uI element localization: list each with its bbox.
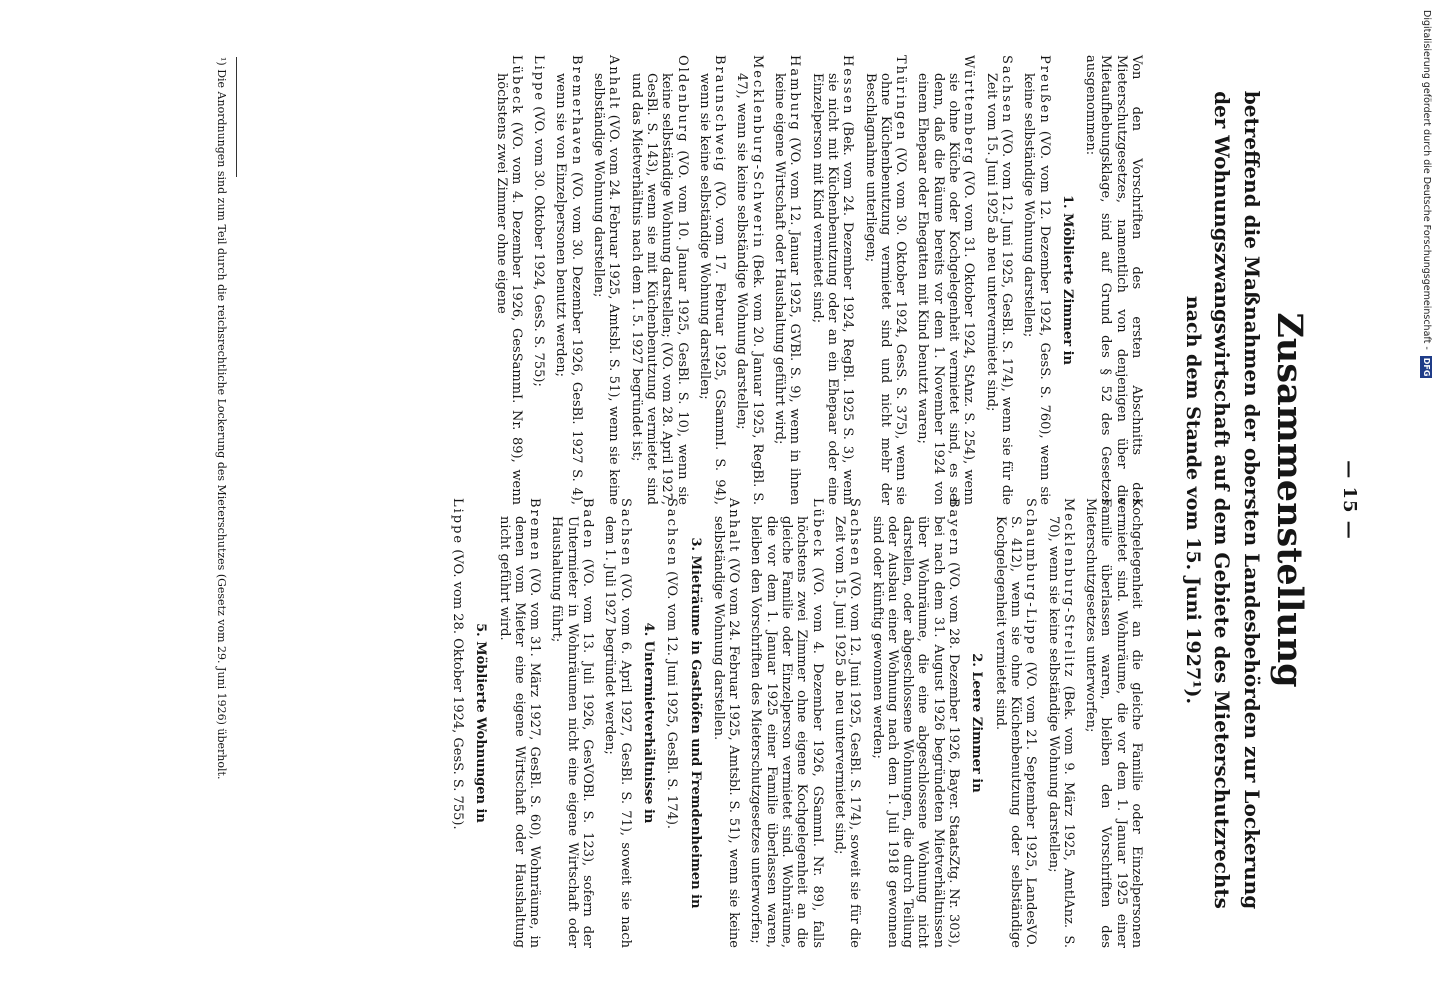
entry bbox=[832, 498, 863, 948]
subtitle-line-2: der Wohnungszwangswirtschaft auf dem Gebiete des Mieterschutzrechts bbox=[1210, 91, 1234, 909]
entry-state: Bayern bbox=[946, 498, 962, 557]
entry-text: (VO. vom 31. März 1927, GesBl. S. 60), Wohnräume, in denen vom Mieter eine eigene Wirtschaft oder Haushaltung nicht geführt wird. bbox=[496, 516, 543, 948]
entry bbox=[591, 55, 622, 505]
right-entries bbox=[992, 498, 1075, 948]
entry bbox=[748, 498, 824, 948]
entry bbox=[862, 55, 908, 505]
page-number: — 15 — bbox=[1339, 460, 1360, 540]
entry bbox=[992, 498, 1038, 948]
entry bbox=[628, 55, 689, 505]
entry-text: (VO. vom 30. Dezember 1926, GesBl. 1927 S. 4), wenn sie von Einzelpersonen benutzt werden; bbox=[553, 73, 584, 505]
entry-state: Sachsen bbox=[998, 55, 1014, 125]
entry-text: (VO. vom 12. Dezember 1924, GesS. S. 760), wenn sie keine selbständige Wohnung darstellen; bbox=[1021, 73, 1052, 505]
entry-text: (VO. vom 10. Januar 1925, GesBl. S. 10), wenn sie keine selbständige Wohnung darstellen; (VO. vom 28. April 1927, GesBl. S. 143), wenn sie mit Küchenbenutzung vermietet sind und das Mietverhältnis nach dem 1. 5. 1927 begründet ist; bbox=[628, 73, 690, 505]
subtitle-line-1: betreffend die Maßnahmen der obersten Landesbehörden zur Lockerung bbox=[1240, 90, 1264, 910]
entry-text: (VO. vom 30. Oktober 1924, GesS. S. 755); bbox=[531, 102, 547, 387]
section-4-entries bbox=[496, 498, 632, 948]
entry-state: Lippe bbox=[450, 498, 466, 546]
entry-state: Hessen bbox=[840, 55, 856, 116]
credit-text: Digitalisierung gefördert durch die Deutsche Forschungsgemeinschaft - bbox=[1421, 10, 1432, 350]
entry bbox=[772, 55, 803, 505]
entry-state: Braunschweig bbox=[712, 55, 728, 173]
entry-state: Thüringen bbox=[893, 55, 909, 142]
entry-text: (VO. vom 12. Januar 1925, GVBl. S. 9), wenn in ihnen keine eigene Wirtschaft oder Haushaltung geführt wird; bbox=[772, 73, 803, 505]
entry bbox=[1045, 498, 1076, 948]
entry-state: Bremerhaven bbox=[568, 55, 584, 167]
entry-state: Sachsen bbox=[664, 498, 680, 568]
entry bbox=[915, 55, 976, 505]
entry bbox=[531, 55, 546, 505]
intro-paragraph: Von den Vorschriften des ersten Abschnitts des Mieterschutzgesetzes, namentlich von denjenigen über die Mietaufhebungsklage, sind auf Grund des § 52 des Gesetzes ausgenommen: bbox=[1083, 55, 1144, 505]
entry bbox=[496, 498, 542, 948]
digitization-credit bbox=[1416, 10, 1434, 990]
entry-text: (VO. vom 12. Juni 1925, GesBl. S. 174), wenn sie für die Zeit vom 15. Juni 1925 ab neu untervermietet sind; bbox=[983, 73, 1014, 505]
entry-text: (VO. vom 6. April 1927, GesBl. S. 71), soweit sie nach dem 1. Juli 1927 begründet werden; bbox=[602, 516, 633, 948]
entry bbox=[553, 55, 584, 505]
entry-state: Württemberg bbox=[961, 55, 977, 166]
entry-state: Baden bbox=[580, 498, 596, 550]
section-heading-3: 3. Mieträume in Gasthöfen und Fremdenheimen in bbox=[687, 537, 703, 909]
entry-state: Mecklenburg-Strelitz bbox=[1060, 498, 1076, 679]
entry-text: (VO. vom 31. Oktober 1924, StAnz. S. 254), wenn sie ohne Küche oder Kochgelegenheit vermietet sind, es sei denn, daß die Räume bereits vor dem 1. November 1924 von einem Ehepaar oder Ehegatten mit Kind benutzt waren; bbox=[915, 73, 977, 505]
entry bbox=[869, 498, 961, 948]
entry-text: (Bek. vom 24. Dezember 1924, RegBl. 1925 S. 3), wenn sie nicht mit Küchenbenutzung oder an ein Ehepaar oder eine Einzelperson mit Kind vermietet sind; bbox=[809, 73, 856, 505]
entry-state: Sachsen bbox=[847, 498, 863, 568]
right-column bbox=[443, 498, 1144, 948]
entry bbox=[734, 55, 765, 505]
entry-state: Preußen bbox=[1036, 55, 1052, 125]
entry-text: (VO. vom 13. Juli 1926, GesVOBl. S. 123), sofern der Untermieter in Wohnräumen nicht eine eigene Wirtschaft oder Haushaltung führt; bbox=[549, 516, 596, 948]
entry-text: (VO. vom 21. September 1925, LandesVO. S. 412), wenn sie ohne Küchenbenutzung oder selbständige Kochgelegenheit vermietet sind. bbox=[992, 516, 1039, 948]
entry-state: Anhalt bbox=[726, 498, 742, 554]
entry-text: (VO. vom 28. Dezember 1926, Bayer. StaatsZtg. Nr. 303), bei nach dem 31. August 1926 begründeten Mietverhältnissen über Wohnräume, die eine abgeschlossene Wohnung nicht darstellen, oder abgeschlossene Wohnungen, die durch Teilung oder Ausbau einer Wohnung nach dem 1. Juli 1918 gewonnen sind oder künftig gewonnen werden; bbox=[869, 516, 962, 948]
entry bbox=[809, 55, 855, 505]
entry-text: (VO. vom 4. Dezember 1926, GesSammI. Nr. 89), wenn höchstens zwei Zimmer ohne eigene bbox=[493, 73, 524, 505]
entry-text: (VO. vom 4. Dezember 1926, GSammI. Nr. 89), falls höchstens zwei Zimmer ohne eigene Kochgelegenheit an die gleiche Familie oder Einzelperson vermietet sind. Wohnräume, die vor dem 1. Januar 1925 einer Familie überlassen waren, bleiben den Vorschriften des Mieterschutzgesetzes unterworfen; bbox=[748, 516, 825, 948]
footnote: ¹) Die Anordnungen sind zum Teil durch die reichsrechtliche Lockerung des Mieterschutzes (Gesetz vom 29. Juni 1926) überholt. bbox=[215, 57, 228, 780]
entry-state: Oldenburg bbox=[674, 55, 690, 144]
entry-text: (VO. vom 12. Juni 1925, GesBl. S. 174). bbox=[664, 567, 680, 830]
entry bbox=[711, 498, 742, 948]
entry bbox=[697, 55, 728, 505]
entry-state: Sachsen bbox=[617, 498, 633, 568]
continuation-paragraph: Kochgelegenheit an die gleiche Familie oder Einzelpersonen vermietet sind. Wohnräume, die vor dem 1. Januar 1925 einer Familie überlassen waren, bleiben den Vorschriften des Mieterschutzgesetzes unterworfen; bbox=[1083, 498, 1144, 948]
entry bbox=[664, 498, 679, 948]
entry-text: (VO vom 24. Februar 1925, Amtsbl. S. 51), wenn sie keine selbständige Wohnung darstellen. bbox=[710, 516, 742, 948]
section-1-entries bbox=[493, 55, 1051, 505]
entry-text: (VO. vom 24. Februar 1925, Amtsbl. S. 51), wenn sie keine selbständige Wohnung darstellen; bbox=[591, 73, 622, 505]
entry-state: Bremen bbox=[527, 498, 543, 562]
section-2-entries bbox=[711, 498, 961, 948]
entry-text: (Bek. vom 9. März 1925, AmtlAnz. S. 70), wenn sie keine selbständige Wohnung darstellen; bbox=[1045, 516, 1076, 948]
page-title: Zusammenstellung bbox=[1269, 312, 1310, 688]
footnote-rule bbox=[236, 57, 237, 177]
section-5-entries bbox=[450, 498, 465, 948]
entry-state: Anhalt bbox=[606, 55, 622, 111]
entry bbox=[549, 498, 595, 948]
entry-text: (VO. vom 30. Oktober 1924, GesS. S. 375), wenn sie ohne Küchenbenutzung vermietet sind und nicht mehr der Beschlagnahme unterliegen; bbox=[862, 73, 909, 505]
subtitle-line-3: nach dem Stande vom 15. Juni 1927¹). bbox=[1182, 295, 1204, 705]
entry bbox=[983, 55, 1014, 505]
entry bbox=[602, 498, 633, 948]
entry-state: Lübeck bbox=[508, 55, 524, 116]
left-column bbox=[486, 55, 1144, 505]
entry-state: Lübeck bbox=[809, 498, 825, 559]
section-heading-4: 4. Untermietverhältnisse in bbox=[640, 622, 656, 824]
entry bbox=[450, 498, 465, 948]
entry-state: Mecklenburg-Schwerin bbox=[749, 55, 765, 250]
section-heading-5: 5. Möblierte Wohnungen in bbox=[473, 623, 489, 823]
entry-state: Hamburg bbox=[787, 55, 803, 132]
section-3-entries bbox=[664, 498, 679, 948]
section-heading-2: 2. Leere Zimmer in bbox=[969, 653, 985, 793]
entry-text: (VO. vom 12. Juni 1925, GesBl. S. 174), soweit sie für die Zeit vom 15. Juni 1925 ab neu untervermietet sind; bbox=[831, 516, 863, 948]
entry bbox=[1021, 55, 1052, 505]
section-heading-1: 1. Möblierte Zimmer in bbox=[1059, 194, 1075, 366]
entry-text: (Bek. vom 20. Januar 1925, RegBl. S. 47), wenn sie keine selbständige Wohnung darstellen; bbox=[734, 73, 765, 505]
entry-text: (VO. vom 28. Oktober 1924, GesS. S. 755). bbox=[450, 545, 466, 830]
entry-text: (VO. vom 17. Februar 1925, GSammI. S. 94), wenn sie keine selbständige Wohnung darstellen; bbox=[696, 73, 728, 505]
entry-state: Schaumburg-Lippe bbox=[1023, 498, 1039, 656]
entry bbox=[493, 55, 524, 505]
entry-state: Lippe bbox=[531, 55, 547, 103]
dfg-logo-badge: DFG bbox=[1422, 357, 1432, 377]
